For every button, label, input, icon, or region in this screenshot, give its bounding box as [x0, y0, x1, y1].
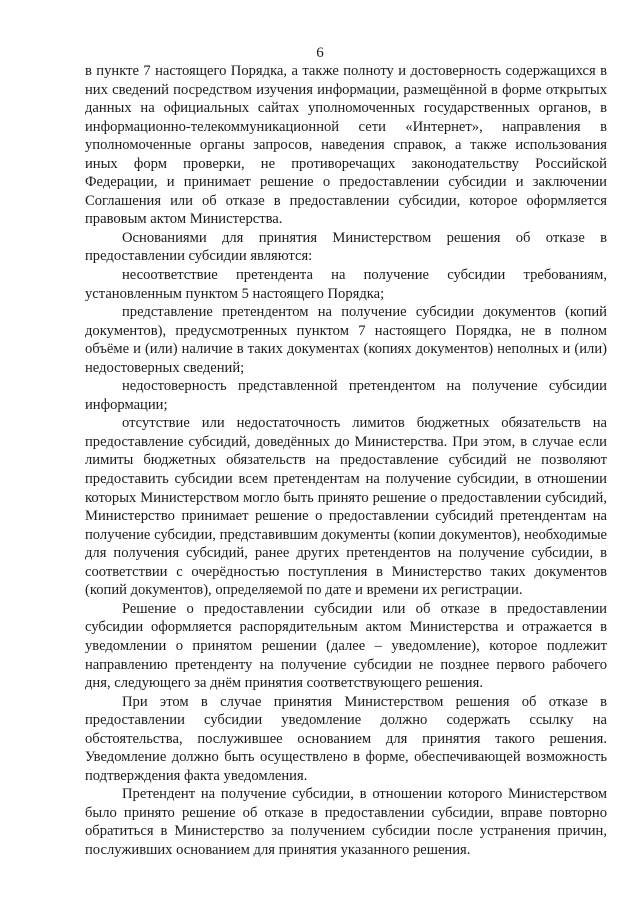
paragraph: Решение о предоставлении субсидии или об отказе в предоставлении субсидии оформляется распорядительным актом Министерства и отражается в уведомлении о принятом решении (далее – уведомление), которое подлежит направлению претенденту на получение субсидии не позднее первого рабочего дня, следующего за днём принятия соответствующего решения. — [85, 600, 607, 692]
paragraph: в пункте 7 настоящего Порядка, а также полноту и достоверность содержащихся в них сведений посредством изучения информации, размещённой в форме открытых данных на официальных сайтах уполномоченных государственных органов, в информационно-телекоммуникационной сети «Интернет», направления в уполномоченные органы запросов, наведения справок, а также использования иных форм проверки, не противоречащих законодательству Российской Федерации, и принимает решение о предоставлении субсидии и заключении Соглашения или об отказе в предоставлении субсидии, которое оформляется правовым актом Министерства. — [85, 63, 607, 228]
list-item: недостоверность представленной претендентом на получение субсидии информации; — [85, 378, 607, 413]
paragraph: При этом в случае принятия Министерством решения об отказе в предоставлении субсидии уведомление должно содержать ссылку на обстоятельства, послужившее основанием для принятия такого решения. Уведомление должно быть осуществлено в форме, обеспечивающей возможность подтверждения факта уведомления. — [85, 693, 607, 784]
list-item: представление претендентом на получение субсидии документов (копий документов), предусмотренных пунктом 7 настоящего Порядка, не в полном объёме и (или) наличие в таких документах (копиях документов) неполных и (или) недостоверных сведений; — [85, 304, 607, 376]
paragraph: Претендент на получение субсидии, в отношении которого Министерством было принято решение об отказе в предоставлении субсидии, вправе повторно обратиться в Министерство за получением субсидии после устранения причин, послуживших основанием для принятия указанного решения. — [85, 786, 607, 858]
page-number: 6 — [316, 45, 324, 61]
list-item: отсутствие или недостаточность лимитов бюджетных обязательств на предоставление субсидий, доведённых до Министерства. При этом, в случае если лимиты бюджетных обязательств на предоставление субсидий не позволяют предоставить субсидии всем претендентам на получение субсидии, в отношении которых Министерством могло быть принято решение о предоставлении субсидий, Министерство принимает решение о предоставлении субсидий претендентам на получение субсидии, представившим документы (копии документов), необходимые для получения субсидий, ранее других претендентов на получение субсидии, в соответствии с очерёдностью поступления в Министерство таких документов (копий документов), определяемой по дате и времени их регистрации. — [85, 415, 607, 599]
document-body — [85, 62, 607, 860]
list-item: несоответствие претендента на получение субсидии требованиям, установленным пунктом 5 настоящего Порядка; — [85, 267, 607, 302]
paragraph: Основаниями для принятия Министерством решения об отказе в предоставлении субсидии являются: — [85, 229, 607, 265]
